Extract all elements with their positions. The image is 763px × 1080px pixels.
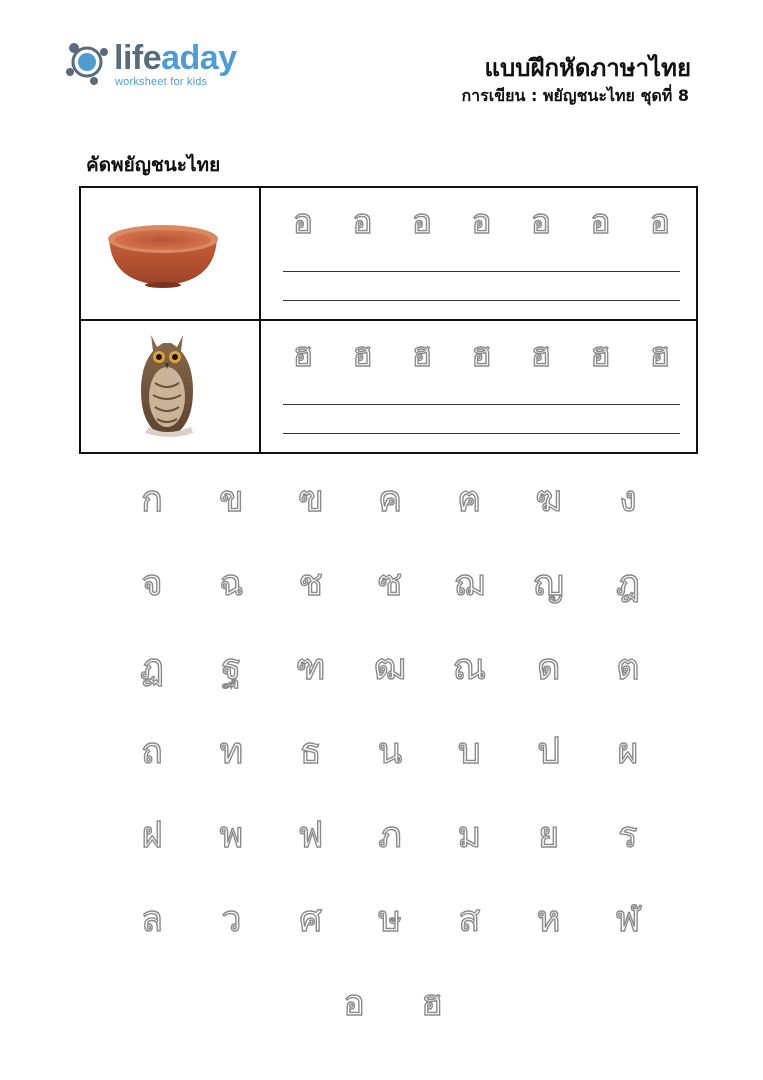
- alphabet-letter: ฝ: [141, 815, 163, 856]
- alphabet-letter: บ: [457, 731, 481, 772]
- alphabet-letter: ฒ: [373, 647, 407, 688]
- trace-letter: อ: [530, 202, 552, 242]
- alphabet-letter: ล: [140, 899, 164, 940]
- alphabet-letter: ป: [537, 731, 561, 772]
- trace-letter-row: [283, 202, 680, 242]
- logo-wordmark: lifeaday: [114, 39, 237, 77]
- alphabet-letter: ณ: [452, 647, 487, 688]
- alphabet-letter: ย: [538, 815, 560, 856]
- writing-line: [283, 404, 680, 405]
- alphabet-letter: ม: [457, 815, 482, 856]
- practice-row: [80, 187, 697, 320]
- writing-cell: [260, 320, 697, 453]
- alphabet-row: [120, 806, 660, 890]
- trace-letter: ฮ: [649, 335, 671, 375]
- alphabet-letter: ร: [618, 815, 638, 856]
- logo-molecule-icon: [64, 38, 110, 86]
- trace-letter: อ: [471, 202, 492, 242]
- practice-table: [79, 186, 698, 454]
- picture-cell: [80, 187, 260, 320]
- alphabet-letter: ภ: [378, 815, 402, 856]
- writing-line: [283, 300, 680, 301]
- alphabet-letter: ฆ: [535, 479, 562, 520]
- alphabet-row: [120, 974, 660, 1058]
- alphabet-letter: ฬ: [615, 899, 641, 940]
- alphabet-letter: ข: [219, 479, 244, 520]
- alphabet-letter: ถ: [141, 731, 163, 772]
- lifeaday-logo: [64, 38, 244, 90]
- alphabet-letter: ฏ: [139, 647, 165, 688]
- writing-line: [283, 271, 680, 272]
- picture-cell: [80, 320, 260, 453]
- alphabet-letter: ช: [298, 563, 323, 604]
- trace-letter: อ: [292, 202, 314, 242]
- alphabet-letter: ต: [616, 647, 640, 688]
- alphabet-row: [120, 890, 660, 974]
- alphabet-letter: ญ: [533, 563, 564, 604]
- trace-letter: ฮ: [530, 335, 552, 375]
- worksheet-subtitle: การเขียน : พยัญชนะไทย ชุดที่ 8: [461, 86, 689, 105]
- alphabet-letter: ฌ: [453, 563, 485, 604]
- alphabet-letter: ผ: [617, 731, 639, 772]
- trace-letter-row: [283, 335, 680, 375]
- trace-letter: อ: [649, 202, 671, 242]
- alphabet-letter: ก: [141, 479, 163, 520]
- alphabet-letter: ฐ: [221, 647, 242, 688]
- alphabet-trace-grid: [120, 470, 660, 1058]
- writing-cell: [260, 187, 697, 320]
- alphabet-letter: ฃ: [297, 479, 324, 520]
- trace-letter: อ: [590, 202, 611, 242]
- trace-letter: ฮ: [590, 335, 611, 375]
- alphabet-letter: ฑ: [295, 647, 326, 688]
- alphabet-letter: ฅ: [457, 479, 482, 520]
- alphabet-letter: ฎ: [615, 563, 641, 604]
- alphabet-letter: ว: [221, 899, 242, 940]
- clay-bowl-image: [81, 188, 259, 319]
- trace-letter: อ: [411, 202, 433, 242]
- worksheet-title: แบบฝึกหัดภาษาไทย: [484, 54, 691, 82]
- alphabet-row: [120, 470, 660, 554]
- trace-letter: ฮ: [352, 335, 373, 375]
- alphabet-letter: อ: [343, 983, 365, 1024]
- alphabet-letter: ส: [458, 899, 481, 940]
- alphabet-letter: ศ: [299, 899, 323, 940]
- alphabet-letter: ง: [619, 479, 637, 520]
- alphabet-letter: ษ: [378, 899, 402, 940]
- alphabet-letter: น: [377, 731, 403, 772]
- alphabet-letter: ธ: [299, 731, 322, 772]
- owl-image: [81, 321, 259, 452]
- trace-letter: ฮ: [411, 335, 433, 375]
- alphabet-letter: ฟ: [297, 815, 324, 856]
- trace-letter: อ: [352, 202, 373, 242]
- alphabet-letter: ด: [536, 647, 561, 688]
- alphabet-row: [120, 638, 660, 722]
- alphabet-letter: ท: [219, 731, 244, 772]
- alphabet-letter: ฉ: [219, 563, 244, 604]
- writing-line: [283, 433, 680, 434]
- alphabet-letter: ซ: [377, 563, 403, 604]
- alphabet-letter: จ: [141, 563, 163, 604]
- alphabet-letter: ห: [536, 899, 561, 940]
- alphabet-row: [120, 554, 660, 638]
- alphabet-letter: ฮ: [421, 983, 443, 1024]
- logo-tagline: worksheet for kids: [115, 76, 208, 88]
- alphabet-letter: ค: [377, 479, 403, 520]
- practice-row: [80, 320, 697, 453]
- alphabet-letter: พ: [219, 815, 244, 856]
- trace-letter: ฮ: [292, 335, 314, 375]
- alphabet-row: [120, 722, 660, 806]
- section-title: คัดพยัญชนะไทย: [86, 154, 221, 176]
- trace-letter: ฮ: [471, 335, 492, 375]
